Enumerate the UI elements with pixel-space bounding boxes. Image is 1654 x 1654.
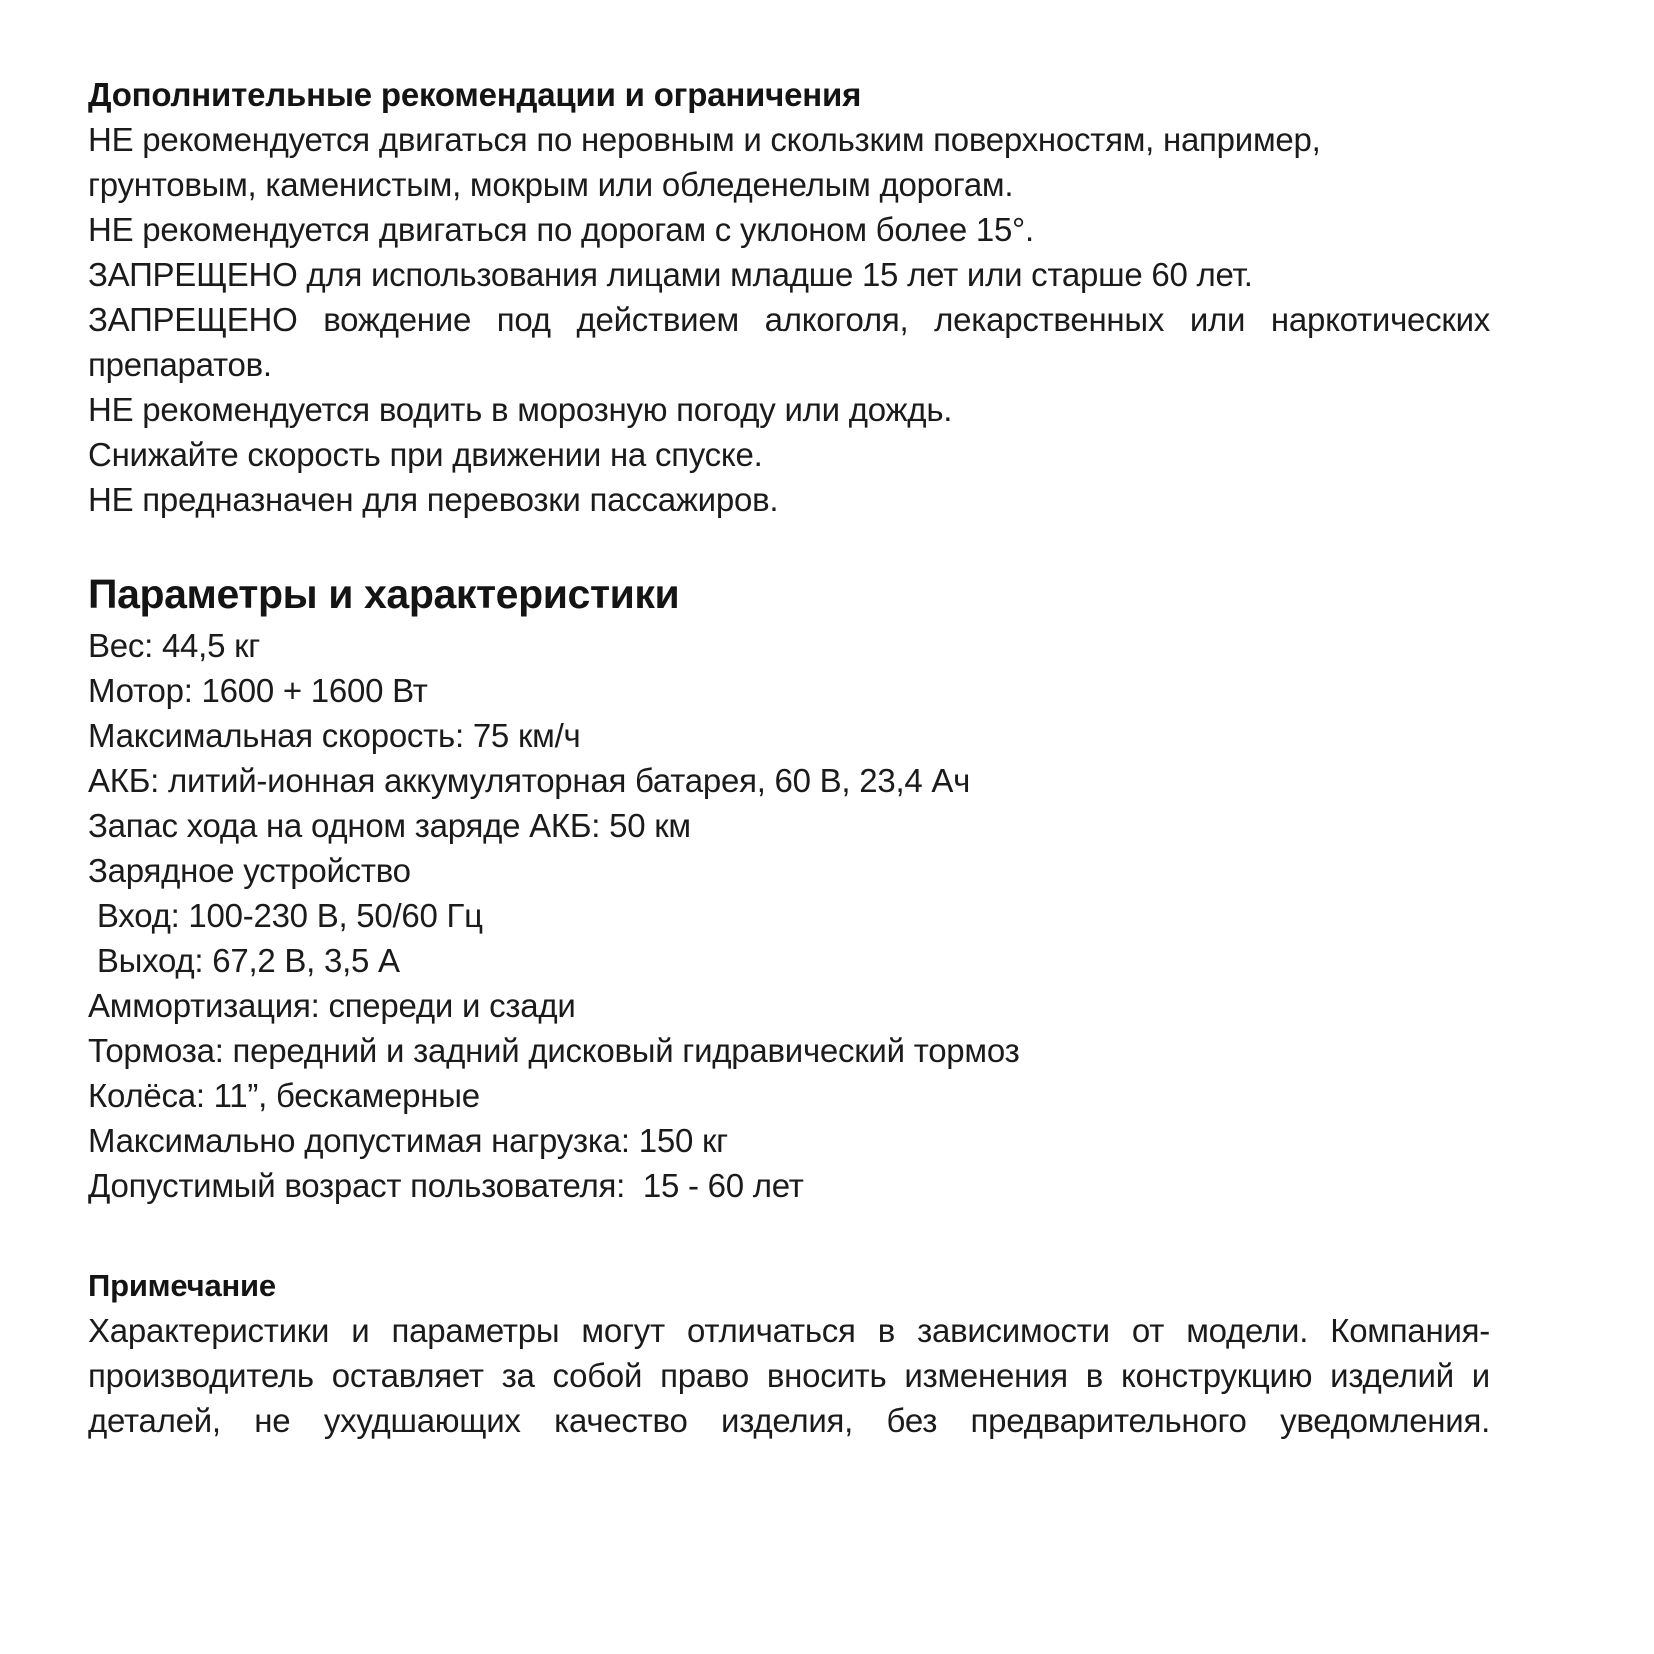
recommendation-line-2: НЕ рекомендуется двигаться по дорогам с уклоном более 15°. xyxy=(88,211,1034,248)
recommendation-line-4: НЕ рекомендуется водить в морозную погоду или дождь. xyxy=(88,391,953,428)
recommendation-line-1: НЕ рекомендуется двигаться по неровным и скользким поверхностям, например, грунтовым, каменистым, мокрым или обледенелым дорогам. xyxy=(88,121,1330,203)
section-note xyxy=(88,1263,1490,1443)
recommendation-line-prohibited-driving: ЗАПРЕЩЕНО вождение под действием алкоголя, лекарственных или наркотических препаратов. xyxy=(88,301,1490,383)
spec-item-brakes: Тормоза: передний и задний дисковый гидравический тормоз xyxy=(88,1032,1020,1069)
note-heading: Примечание xyxy=(88,1268,276,1303)
spec-item-max-speed: Максимальная скорость: 75 км/ч xyxy=(88,717,581,754)
section-specifications xyxy=(88,566,1490,1208)
recommendations-heading: Дополнительные рекомендации и ограничения xyxy=(88,76,862,113)
spec-item-charger-output: Выход: 67,2 В, 3,5 А xyxy=(88,942,400,979)
document-content xyxy=(88,72,1490,1443)
recommendation-line-5: Снижайте скорость при движении на спуске. xyxy=(88,436,763,473)
section-recommendations xyxy=(88,72,1490,522)
spec-item-user-age: Допустимый возраст пользователя: 15 - 60 лет xyxy=(88,1167,804,1204)
spec-item-battery: АКБ: литий-ионная аккумуляторная батарея, 60 В, 23,4 Ач xyxy=(88,762,971,799)
spec-item-motor: Мотор: 1600 + 1600 Вт xyxy=(88,672,428,709)
spec-item-max-load: Максимально допустимая нагрузка: 150 кг xyxy=(88,1122,728,1159)
recommendation-line-3: ЗАПРЕЩЕНО для использования лицами младше 15 лет или старше 60 лет. xyxy=(88,256,1253,293)
spacer-before-note xyxy=(88,1208,1490,1263)
spec-item-range: Запас хода на одном заряде АКБ: 50 км xyxy=(88,807,691,844)
spec-item-suspension: Аммортизация: спереди и сзади xyxy=(88,987,576,1024)
spec-item-weight: Вес: 44,5 кг xyxy=(88,627,261,664)
recommendation-line-6: НЕ предназначен для перевозки пассажиров. xyxy=(88,481,779,518)
spec-item-charger: Зарядное устройство xyxy=(88,852,411,889)
spec-item-wheels: Колёса: 11”, бескамерные xyxy=(88,1077,480,1114)
spec-item-charger-input: Вход: 100-230 В, 50/60 Гц xyxy=(88,897,483,934)
spacer-before-specs xyxy=(88,522,1490,566)
specifications-heading: Параметры и характеристики xyxy=(88,571,680,617)
note-body: Характеристики и параметры могут отличаться в зависимости от модели. Компания-производитель оставляет за собой право вносить изменения в конструкцию изделий и деталей, не ухудшающих качество изделия, без предварительного уведомления. xyxy=(88,1312,1490,1439)
